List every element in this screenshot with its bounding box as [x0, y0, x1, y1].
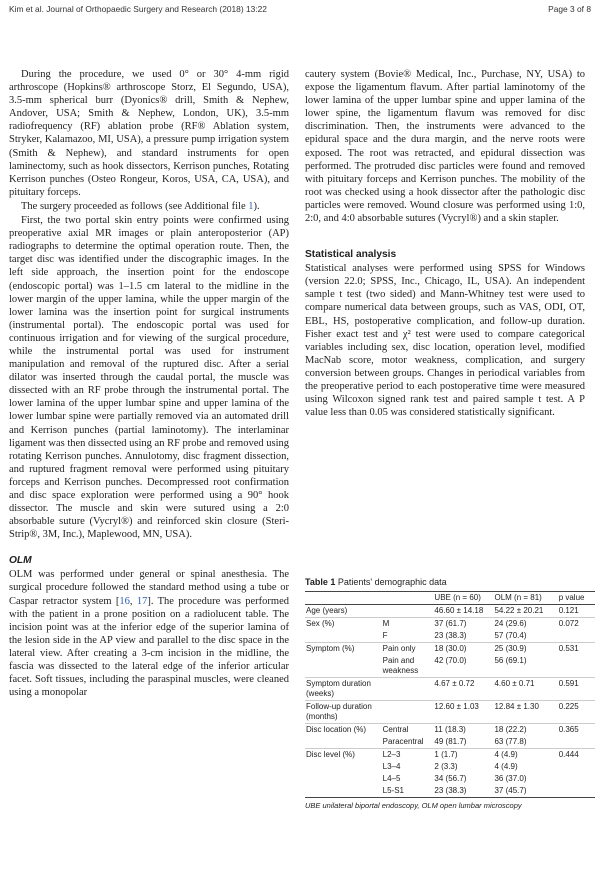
journal-citation: Kim et al. Journal of Orthopaedic Surgery and Research (2018) 13:22 [9, 4, 267, 14]
table-cell: 4 (4.9) [494, 762, 518, 771]
table-cell [382, 605, 434, 618]
table-cell: 0.531 [558, 643, 595, 656]
table-cell: 1 (1.7) [433, 749, 493, 762]
table-cell: 4 (4.9) [493, 749, 557, 762]
table-cell [305, 736, 382, 749]
table-cell: Central [382, 724, 434, 737]
table-row [305, 724, 595, 737]
table-cell: 18 (22.2) [493, 724, 557, 737]
table-cell: Follow-up duration (months) [305, 701, 382, 724]
page-header [9, 4, 591, 18]
header-cell: p value [558, 593, 585, 602]
table-cell: 0.365 [558, 724, 595, 737]
table-cell [382, 678, 434, 701]
table-cell: 42 (70.0) [434, 656, 467, 665]
table-cell [558, 736, 595, 749]
table-cell: Disc level (%) [305, 749, 382, 762]
header-cell: OLM (n = 81) [494, 593, 542, 602]
table-row [305, 761, 595, 773]
table-cell: Sex (%) [305, 618, 382, 631]
table-cell: 11 (18.3) [433, 724, 493, 737]
table-cell: 54.22 ± 20.21 [494, 606, 544, 615]
table-cell: 57 (70.4) [494, 631, 527, 640]
table-cell: 24 (29.6) [493, 618, 557, 631]
table-cell [305, 655, 382, 678]
table-cell: 12.84 ± 1.30 [493, 701, 557, 724]
table-cell [305, 761, 382, 773]
table-grid [305, 591, 595, 798]
table-cell: 25 (30.9) [493, 643, 557, 656]
table-cell: 0.591 [558, 678, 595, 701]
table-cell: Pain and weakness [382, 656, 419, 675]
table-row [305, 736, 595, 749]
table-cell: 12.60 ± 1.03 [433, 701, 493, 724]
table-cell: Disc location (%) [305, 724, 382, 737]
reference-17-link[interactable]: 17 [136, 595, 148, 607]
section-heading-statistics: Statistical analysis [305, 249, 397, 261]
table-row [305, 773, 595, 785]
table-cell [558, 655, 595, 678]
table-row [305, 618, 595, 631]
page-number: Page 3 of 8 [548, 4, 591, 14]
table-cell [305, 630, 382, 643]
paragraph-olm-continued: cautery system (Bovie® Medical, Inc., Purchase, NY, USA) to expose the ligamentum flavum. After partial laminotomy of the lower lamina of the upper lumbar spine and upper lamina of the lower spine, the ligamentum flavum was removed for disc discrimination. Then, the instruments were advanced to the epidural space and the dura margin, and the nerve roots were exposed. The root was retracted, and epidural dissection was performed. The protruded disc particles were found and removed with pituitary forceps and Kerrison punches. The mobility of the root was checked using a hook dissector after the pathologic disc particles were removed. Wound closure was performed using 1:0, 2:0, and 4:0 absorbable sutures (Vycryl®) and a skin stapler. [305, 69, 585, 225]
table-row [305, 785, 595, 798]
table-cell: 4.67 ± 0.72 [433, 678, 493, 701]
table-cell [382, 701, 434, 724]
table-cell: 63 (77.8) [494, 737, 527, 746]
right-column [305, 68, 585, 420]
table-row [305, 678, 595, 701]
additional-file-link[interactable]: 1 [248, 200, 254, 212]
table-cell: Symptom duration (weeks) [305, 678, 382, 701]
table-cell: 36 (37.0) [494, 774, 527, 783]
table-row [305, 630, 595, 643]
paragraph-statistics: Statistical analyses were performed using SPSS for Windows (version 22.0; SPSS, Inc., Chicago, IL, USA). An independent sample t test (two sided) and Mann-Whitney test were used to compare numerical data between groups, such as VAS, ODI, OT, EBL, HS, postoperative complication, and follow-up duration. Fisher exact test and χ² test were used to compare categorical variables including sex, disc location, operation level, modified MacNab score, motor weakness, complication, and surgery conversion between groups. Changes in periodical variables from the preoperative period to each postoperative time were measured using Wilcoxon signed rank test and paired sample t test. A P value less than 0.05 was considered statistically significant. [305, 263, 585, 419]
table-row [305, 643, 595, 656]
table-cell: M [382, 618, 434, 631]
table-cell: 46.60 ± 14.18 [434, 606, 484, 615]
paragraph-procedure-intro: The surgery proceeded as follows (see Additional file 1). [21, 200, 260, 212]
reference-16-link[interactable]: 16 [119, 595, 130, 607]
table-cell: Symptom (%) [305, 643, 382, 656]
table-cell: 2 (3.3) [434, 762, 458, 771]
demographics-table [305, 577, 595, 810]
table-cell: 56 (69.1) [494, 656, 527, 665]
table-row [305, 749, 595, 762]
table-cell: F [382, 631, 388, 640]
table-cell [558, 761, 595, 773]
table-cell: 0.444 [558, 749, 595, 762]
table-cell: L2–3 [382, 749, 434, 762]
table-footnote: UBE unilateral biportal endoscopy, OLM open lumbar microscopy [305, 801, 522, 810]
table-cell: 34 (56.7) [434, 774, 467, 783]
table-cell: 49 (81.7) [434, 737, 467, 746]
table-cell: 18 (30.0) [433, 643, 493, 656]
table-row [305, 701, 595, 724]
paragraph-ube-steps: First, the two portal skin entry points were confirmed using preoperative axial MR images or plain anteroposterior (AP) radiographs to determine the optimal operation route. Then, the target disc was identified under the discographic images. In the left side approach, the insertion point for the endoscope (endoscopic portal) was 1–1.5 cm lateral to the midline in the lower margin of the upper lamina, while the upper margin of the lower lamina was the insertion point for surgical instruments (instrumental portal). The endoscopic portal was used for continuous irrigation and for viewing of the surgical procedure, while the instrumental portal was used for instrument manipulation and removal of the ruptured disc. After a serial dilator was inserted through the caudal portal, the muscle was dissected with an RF probe through the instrumental portal. The lower lamina of the upper lumbar spine and upper lamina of the lower lumbar spine were partially removed via an automated drill and Kerrison punches (partial laminotomy). The interlaminar ligament was then dissected using an RF probe and removed using rotating Kerrison punches. Annulotomy, disc fragment dissection, and ruptured fragment removal were performed using pituitary forceps and Kerrison punches. Decompressed root confirmation and disc space exploration were performed using a 90° hook dissector. The muscle and skin were sutured using a 2:0 absorbable suture (Vycryl®) and reinforced skin closure (Steri-Strip®, 3M, Inc.), Maplewood, MN, USA). [9, 215, 289, 541]
table-cell: 0.225 [558, 701, 595, 724]
table-caption: Table 1 Patients' demographic data [305, 577, 447, 587]
paragraph-olm: OLM was performed under general or spinal anesthesia. The surgical procedure followed the standard method using a tube or Caspar retractor system [16, 17]. The procedure was performed with the patient in a prone position on a radiolucent table. The incision point was at the inferior edge of the superior lamina of the lesion side in the AP view and parallel to the disc space in the lateral view. After creating a 3-cm incision in the midline, the fascia was dissected to the lateral edge of the inferior articular facet. Soft tissues, including the paraspinal muscles, were cleaned using a monopolar [9, 569, 289, 699]
table-cell: L3–4 [382, 762, 401, 771]
section-heading-olm: OLM [9, 555, 32, 567]
table-cell [558, 630, 595, 643]
table-cell: 23 (38.3) [434, 786, 467, 795]
table-cell: 37 (45.7) [494, 786, 527, 795]
table-cell: 23 (38.3) [434, 631, 467, 640]
left-column [9, 68, 289, 700]
table-cell: Pain only [382, 643, 434, 656]
table-cell: 4.60 ± 0.71 [493, 678, 557, 701]
table-cell [305, 773, 382, 785]
header-cell [305, 592, 382, 605]
table-cell: L4–5 [382, 774, 401, 783]
table-header-row [305, 592, 595, 605]
table-cell [558, 785, 595, 798]
table-cell [305, 785, 382, 798]
table-cell: 0.121 [558, 606, 579, 615]
table-cell [558, 773, 595, 785]
table-cell: Paracentral [382, 737, 424, 746]
header-cell [382, 592, 434, 605]
paragraph-instruments: During the procedure, we used 0° or 30° 4-mm rigid arthroscope (Hopkins® arthroscope Storz, El Segundo, USA), 3.5-mm spherical burr (Dyonics® drill, Smith & Nephew, Andover, USA; Smith & Nephew, London, UK), 3.5-mm radiofrequency (RF) ablation probe (RF® Ablation system, Stryker, Kalamazoo, MI, USA), a pressure pump irrigation system (Smith & Nephew), and standard instruments for open laminectomy, such as hook dissectors, Kerrison punches, Rotating Kerrison punches (Osteo Rongeur, Koros, USA, CA, USA), and pituitary forceps. [9, 69, 289, 198]
table-row [305, 605, 595, 618]
table-row [305, 655, 595, 678]
table-cell: Age (years) [306, 606, 348, 615]
table-cell: 0.072 [558, 618, 595, 631]
table-cell: L5-S1 [382, 786, 404, 795]
header-cell: UBE (n = 60) [434, 593, 481, 602]
table-cell: 37 (61.7) [433, 618, 493, 631]
